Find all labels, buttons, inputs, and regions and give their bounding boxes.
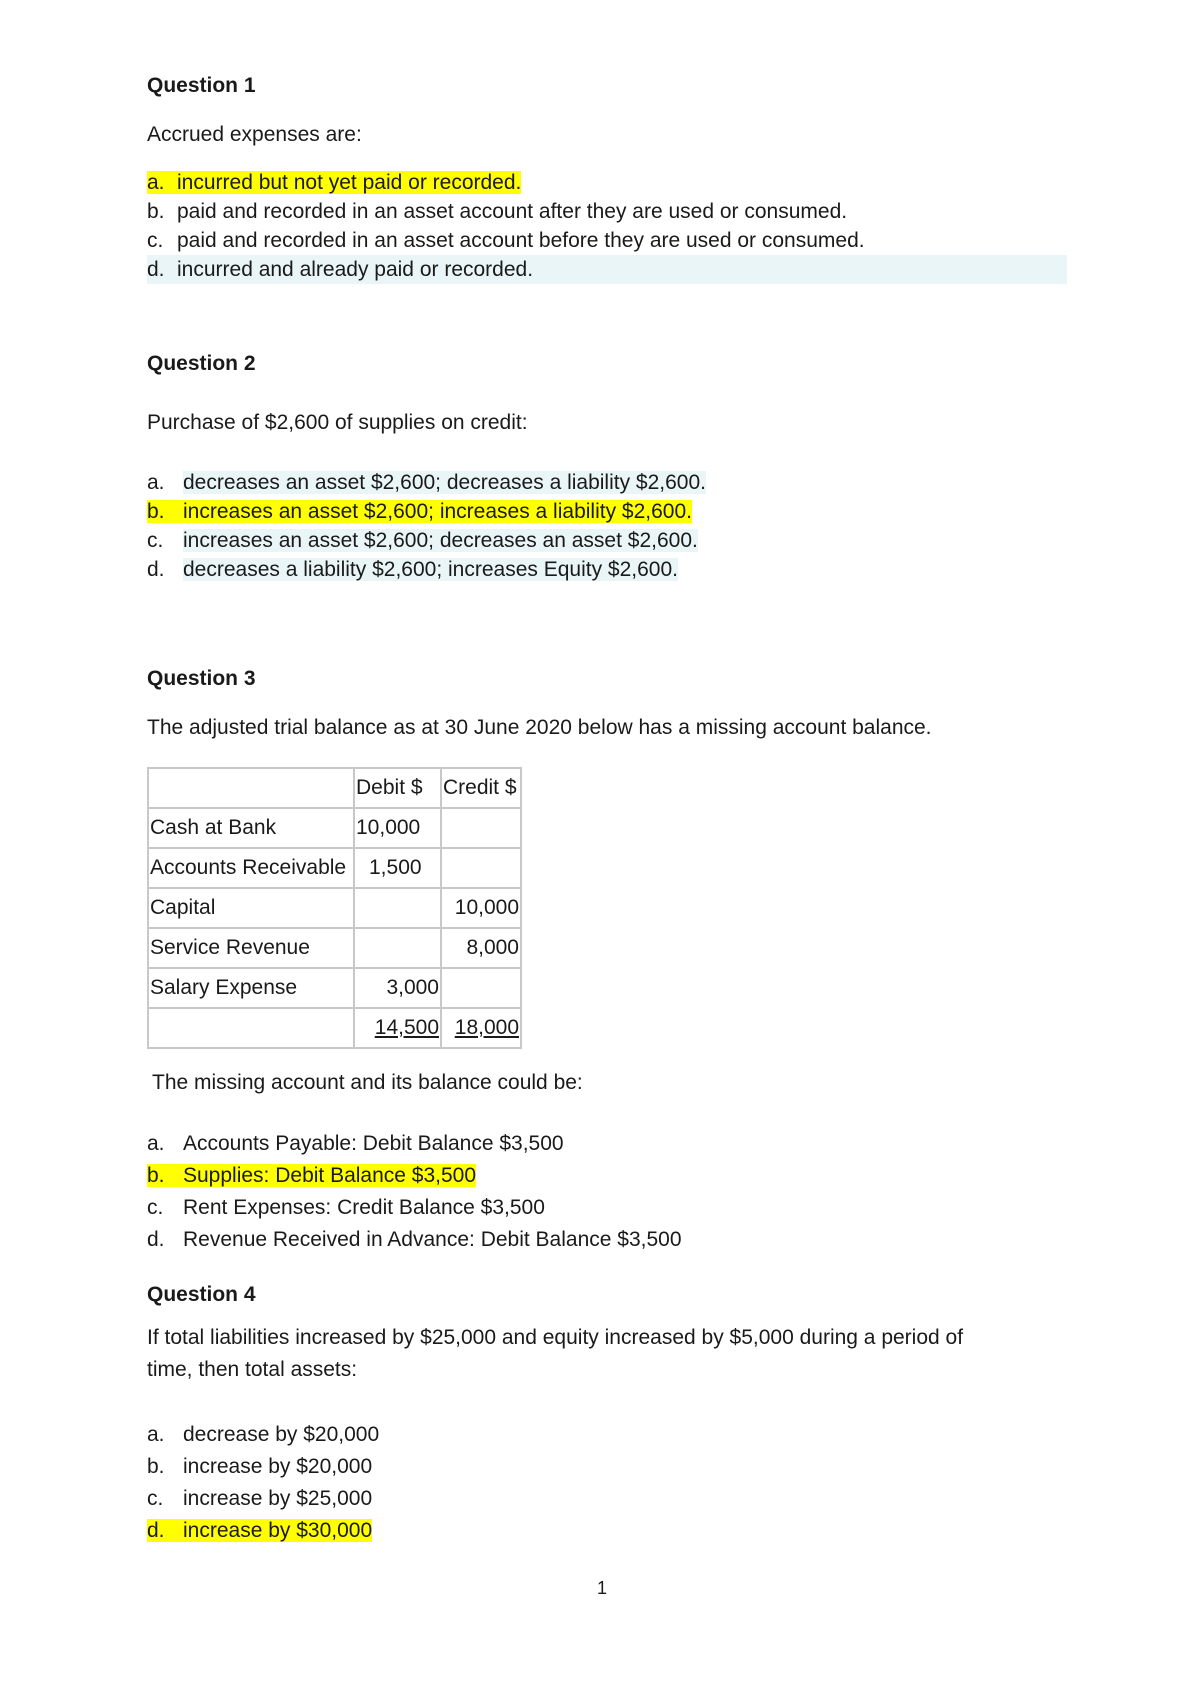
q4-option-a <box>147 1419 379 1451</box>
debit-cell <box>354 928 441 968</box>
option-letter: a. <box>147 1423 165 1446</box>
q2-option-c <box>147 526 706 555</box>
option-text: paid and recorded in an asset account before they are used or consumed. <box>177 229 865 252</box>
option-text: Accounts Payable: Debit Balance $3,500 <box>183 1132 564 1155</box>
question-3-title: Question 3 <box>147 667 256 690</box>
q2-option-a <box>147 468 706 497</box>
option-text: incurred but not yet paid or recorded. <box>177 171 522 194</box>
table-row <box>148 848 521 888</box>
account-cell: Capital <box>148 888 354 928</box>
option-letter: a. <box>147 1132 165 1155</box>
option-letter: b. <box>147 1455 165 1478</box>
question-1-options <box>147 168 1067 284</box>
option-text: decrease by $20,000 <box>183 1423 380 1446</box>
table-row <box>148 928 521 968</box>
option-letter: d. <box>147 558 165 581</box>
q4-option-c <box>147 1483 379 1515</box>
option-letter: c. <box>147 1196 164 1219</box>
debit-cell: 1,500 <box>354 848 441 888</box>
option-text: increase by $25,000 <box>183 1487 373 1510</box>
debit-cell: 10,000 <box>354 808 441 848</box>
debit-total: 14,500 <box>354 1008 441 1048</box>
debit-cell: 3,000 <box>354 968 441 1008</box>
option-text: increase by $30,000 <box>183 1519 373 1542</box>
q1-option-b <box>147 197 1067 226</box>
question-4-stem-line-1: If total liabilities increased by $25,000 and equity increased by $5,000 during a period of <box>147 1326 964 1349</box>
table-row <box>148 968 521 1008</box>
q3-option-a <box>147 1128 682 1160</box>
q4-option-b <box>147 1451 379 1483</box>
account-cell: Service Revenue <box>148 928 354 968</box>
page-number: 1 <box>597 1578 608 1598</box>
account-cell: Cash at Bank <box>148 808 354 848</box>
option-letter: d. <box>147 1519 165 1542</box>
q2-option-d <box>147 555 706 584</box>
credit-cell: 8,000 <box>441 928 521 968</box>
header-cell-debit: Debit $ <box>354 768 441 808</box>
q4-option-d <box>147 1515 379 1547</box>
option-text: Supplies: Debit Balance $3,500 <box>183 1164 477 1187</box>
option-letter: a. <box>147 171 165 194</box>
q1-option-c <box>147 226 1067 255</box>
option-letter: d. <box>147 1228 165 1251</box>
q3-option-b <box>147 1160 682 1192</box>
table-header-row <box>148 768 521 808</box>
option-text: incurred and already paid or recorded. <box>177 258 534 281</box>
header-cell-account <box>148 768 354 808</box>
option-text: paid and recorded in an asset account after they are used or consumed. <box>177 200 848 223</box>
q1-option-d <box>147 255 1067 284</box>
table-row <box>148 808 521 848</box>
option-letter: c. <box>147 1487 164 1510</box>
credit-total: 18,000 <box>441 1008 521 1048</box>
question-3-stem: The adjusted trial balance as at 30 June 2020 below has a missing account balance. <box>147 716 932 739</box>
option-letter: b. <box>147 500 165 523</box>
table-totals-row <box>148 1008 521 1048</box>
question-2-options <box>147 468 706 584</box>
credit-cell: 10,000 <box>441 888 521 928</box>
option-text: decreases a liability $2,600; increases Equity $2,600. <box>183 558 678 581</box>
credit-cell <box>441 808 521 848</box>
option-text: increase by $20,000 <box>183 1455 373 1478</box>
option-letter: d. <box>147 258 165 281</box>
table-row <box>148 888 521 928</box>
totals-label-cell <box>148 1008 354 1048</box>
option-letter: c. <box>147 229 164 252</box>
option-letter: c. <box>147 529 164 552</box>
account-cell: Salary Expense <box>148 968 354 1008</box>
question-4-title: Question 4 <box>147 1283 256 1306</box>
option-letter: b. <box>147 1164 165 1187</box>
option-text: Revenue Received in Advance: Debit Balance $3,500 <box>183 1228 682 1251</box>
question-2-stem: Purchase of $2,600 of supplies on credit: <box>147 411 528 434</box>
question-4-stem-line-2: time, then total assets: <box>147 1358 358 1381</box>
option-letter: a. <box>147 471 165 494</box>
q3-option-d <box>147 1224 682 1256</box>
option-letter: b. <box>147 200 165 223</box>
question-3-options <box>147 1128 682 1256</box>
question-1-stem: Accrued expenses are: <box>147 123 362 146</box>
q3-option-c <box>147 1192 682 1224</box>
q1-option-a <box>147 168 1067 197</box>
q2-option-b <box>147 497 706 526</box>
trial-balance-table <box>147 767 522 1049</box>
option-text: decreases an asset $2,600; decreases a liability $2,600. <box>183 471 707 494</box>
debit-cell <box>354 888 441 928</box>
question-2-title: Question 2 <box>147 352 256 375</box>
account-cell: Accounts Receivable <box>148 848 354 888</box>
credit-cell <box>441 968 521 1008</box>
question-4-options <box>147 1419 379 1547</box>
option-text: increases an asset $2,600; decreases an asset $2,600. <box>183 529 698 552</box>
question-1-title: Question 1 <box>147 74 256 97</box>
option-text: Rent Expenses: Credit Balance $3,500 <box>183 1196 545 1219</box>
question-3-followup: The missing account and its balance could be: <box>152 1071 583 1094</box>
credit-cell <box>441 848 521 888</box>
option-text: increases an asset $2,600; increases a liability $2,600. <box>183 500 692 523</box>
header-cell-credit: Credit $ <box>441 768 521 808</box>
